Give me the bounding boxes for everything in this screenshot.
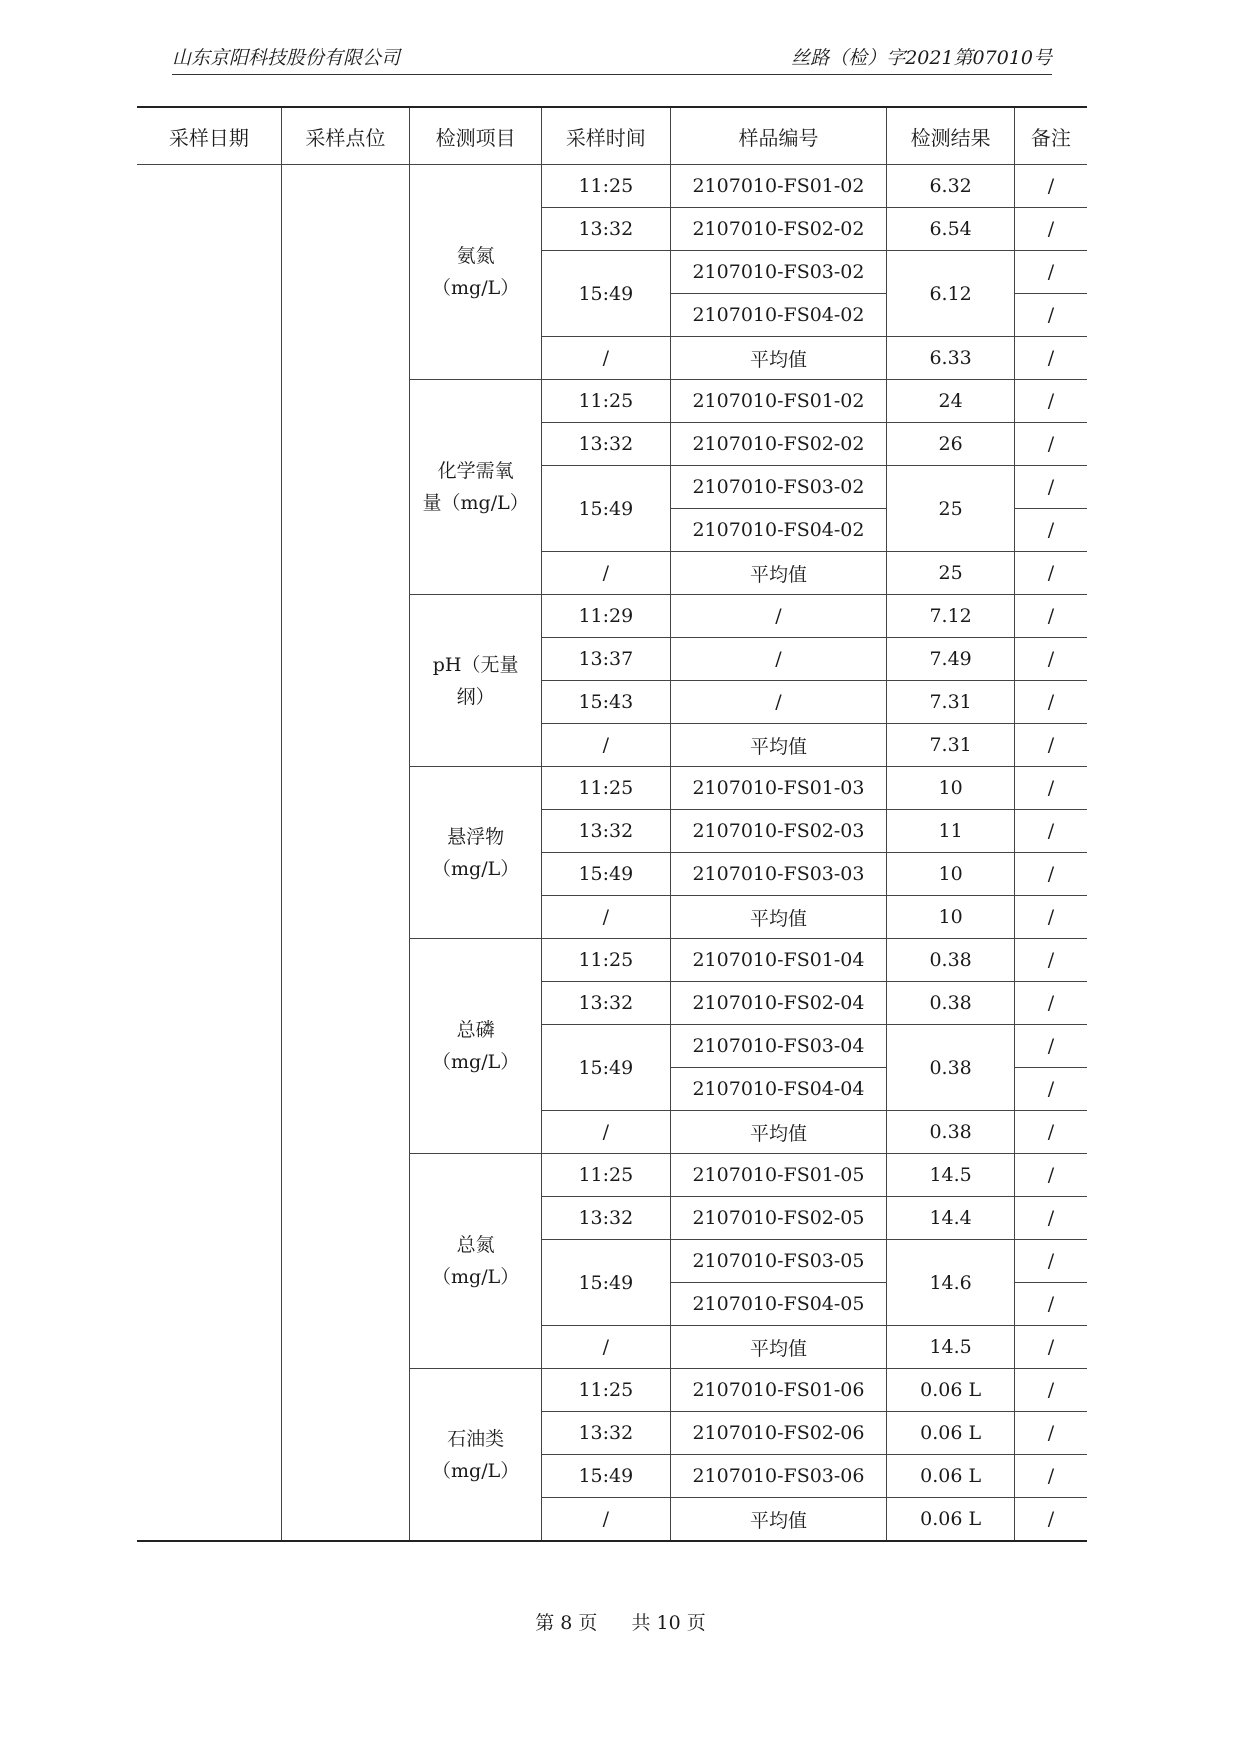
note-cell: /	[1014, 1455, 1087, 1498]
result-cell: 0.06 L	[887, 1412, 1014, 1455]
results-table	[137, 106, 1087, 1542]
sampling-time-cell: /	[542, 552, 671, 595]
sample-id-cell: 2107010-FS03-06	[670, 1455, 887, 1498]
sample-id-cell: 2107010-FS03-02	[670, 251, 887, 294]
page-total: 共 10 页	[631, 1612, 706, 1634]
sampling-time-cell: /	[542, 1326, 671, 1369]
sample-id-cell: /	[670, 681, 887, 724]
test-item-cell	[410, 939, 542, 1154]
note-cell: /	[1014, 251, 1087, 294]
test-item-cell	[410, 1369, 542, 1542]
sampling-time-cell: 13:32	[542, 810, 671, 853]
sampling-time-cell: 15:49	[542, 1240, 671, 1326]
sample-id-cell: 2107010-FS03-02	[670, 466, 887, 509]
sample-id-cell: 2107010-FS02-05	[670, 1197, 887, 1240]
test-item-label: 化学需氧 量（mg/L）	[422, 460, 529, 514]
sample-id-cell: 2107010-FS01-02	[670, 380, 887, 423]
note-cell: /	[1014, 423, 1087, 466]
table-body	[137, 165, 1087, 1542]
sample-id-cell: 2107010-FS01-05	[670, 1154, 887, 1197]
result-cell: 0.38	[887, 939, 1014, 982]
result-cell: 7.31	[887, 681, 1014, 724]
sample-id-cell: /	[670, 638, 887, 681]
result-cell: 14.5	[887, 1326, 1014, 1369]
note-cell: /	[1014, 208, 1087, 251]
note-cell: /	[1014, 681, 1087, 724]
result-cell: 25	[887, 552, 1014, 595]
result-cell: 0.38	[887, 982, 1014, 1025]
sample-id-cell: 2107010-FS01-02	[670, 165, 887, 208]
sampling-time-cell: 13:32	[542, 208, 671, 251]
note-cell: /	[1014, 337, 1087, 380]
note-cell: /	[1014, 896, 1087, 939]
note-cell: /	[1014, 853, 1087, 896]
result-cell: 26	[887, 423, 1014, 466]
sample-id-cell: 2107010-FS02-06	[670, 1412, 887, 1455]
sample-id-cell: 2107010-FS01-03	[670, 767, 887, 810]
note-cell: /	[1014, 1197, 1087, 1240]
column-header: 采样时间	[542, 107, 671, 165]
sample-id-cell: 2107010-FS03-03	[670, 853, 887, 896]
sample-id-cell: 平均值	[670, 1326, 887, 1369]
sampling-time-cell: 13:32	[542, 423, 671, 466]
note-cell: /	[1014, 380, 1087, 423]
sampling-time-cell: 11:29	[542, 595, 671, 638]
sample-id-cell: 2107010-FS02-02	[670, 423, 887, 466]
sample-id-cell: 2107010-FS04-04	[670, 1068, 887, 1111]
result-cell: 24	[887, 380, 1014, 423]
note-cell: /	[1014, 1412, 1087, 1455]
table-row	[137, 165, 1087, 208]
result-cell: 14.6	[887, 1240, 1014, 1326]
sample-id-cell: 2107010-FS03-05	[670, 1240, 887, 1283]
sampling-time-cell: 11:25	[542, 1154, 671, 1197]
result-cell: 0.38	[887, 1111, 1014, 1154]
sampling-time-cell: /	[542, 1498, 671, 1542]
result-cell: 14.4	[887, 1197, 1014, 1240]
note-cell: /	[1014, 294, 1087, 337]
note-cell: /	[1014, 1283, 1087, 1326]
result-cell: 0.38	[887, 1025, 1014, 1111]
page-number: 第 8 页	[535, 1612, 598, 1634]
sampling-time-cell: /	[542, 896, 671, 939]
sample-id-cell: 2107010-FS02-02	[670, 208, 887, 251]
test-item-label: 石油类 （mg/L）	[432, 1427, 520, 1482]
test-item-label: pH（无量 纲）	[432, 653, 519, 708]
sampling-time-cell: /	[542, 724, 671, 767]
result-cell: 0.06 L	[887, 1498, 1014, 1542]
note-cell: /	[1014, 1154, 1087, 1197]
result-cell: 0.06 L	[887, 1369, 1014, 1412]
company-name: 山东京阳科技股份有限公司	[172, 47, 401, 69]
result-cell: 7.49	[887, 638, 1014, 681]
sample-id-cell: 2107010-FS01-04	[670, 939, 887, 982]
test-item-cell	[410, 767, 542, 939]
note-cell: /	[1014, 767, 1087, 810]
note-cell: /	[1014, 810, 1087, 853]
report-number: 丝路（检）字2021第07010号	[791, 47, 1052, 69]
sampling-time-cell: 13:37	[542, 638, 671, 681]
result-cell: 10	[887, 853, 1014, 896]
sample-id-cell: 2107010-FS03-04	[670, 1025, 887, 1068]
sampling-time-cell: 11:25	[542, 165, 671, 208]
sample-id-cell: 2107010-FS04-02	[670, 294, 887, 337]
test-item-cell	[410, 165, 542, 380]
sampling-time-cell: 11:25	[542, 939, 671, 982]
page-header	[172, 44, 1052, 75]
result-cell: 10	[887, 896, 1014, 939]
sampling-time-cell: /	[542, 1111, 671, 1154]
column-header: 采样点位	[281, 107, 410, 165]
sample-id-cell: 平均值	[670, 896, 887, 939]
sampling-time-cell: 15:49	[542, 1025, 671, 1111]
note-cell: /	[1014, 638, 1087, 681]
table-header-row	[137, 107, 1087, 165]
note-cell: /	[1014, 1369, 1087, 1412]
note-cell: /	[1014, 595, 1087, 638]
sample-id-cell: 平均值	[670, 1498, 887, 1542]
test-item-label: 总磷 （mg/L）	[432, 1019, 520, 1073]
result-cell: 6.33	[887, 337, 1014, 380]
sampling-time-cell: 15:43	[542, 681, 671, 724]
test-item-cell	[410, 595, 542, 767]
note-cell: /	[1014, 466, 1087, 509]
result-cell: 7.31	[887, 724, 1014, 767]
page-footer	[0, 1608, 1241, 1635]
sampling-time-cell: 15:49	[542, 853, 671, 896]
note-cell: /	[1014, 1326, 1087, 1369]
sample-id-cell: 平均值	[670, 552, 887, 595]
note-cell: /	[1014, 165, 1087, 208]
result-cell: 6.54	[887, 208, 1014, 251]
test-item-label: 悬浮物 （mg/L）	[432, 825, 520, 880]
test-item-label: 总氮 （mg/L）	[432, 1234, 520, 1288]
note-cell: /	[1014, 1068, 1087, 1111]
note-cell: /	[1014, 1498, 1087, 1542]
result-cell: 11	[887, 810, 1014, 853]
note-cell: /	[1014, 1111, 1087, 1154]
sampling-date-cell	[137, 165, 281, 1542]
test-item-cell	[410, 1154, 542, 1369]
result-cell: 6.12	[887, 251, 1014, 337]
test-item-cell	[410, 380, 542, 595]
sampling-time-cell: 11:25	[542, 1369, 671, 1412]
result-cell: 14.5	[887, 1154, 1014, 1197]
note-cell: /	[1014, 1240, 1087, 1283]
note-cell: /	[1014, 1025, 1087, 1068]
note-cell: /	[1014, 724, 1087, 767]
test-item-label: 氨氮 （mg/L）	[432, 245, 520, 299]
result-cell: 10	[887, 767, 1014, 810]
sample-id-cell: 2107010-FS04-02	[670, 509, 887, 552]
sample-id-cell: 2107010-FS01-06	[670, 1369, 887, 1412]
sampling-time-cell: 13:32	[542, 1412, 671, 1455]
sample-id-cell: 2107010-FS04-05	[670, 1283, 887, 1326]
column-header: 检测结果	[887, 107, 1014, 165]
sampling-time-cell: 15:49	[542, 1455, 671, 1498]
sampling-time-cell: 11:25	[542, 380, 671, 423]
sample-id-cell: 2107010-FS02-03	[670, 810, 887, 853]
sample-id-cell: 2107010-FS02-04	[670, 982, 887, 1025]
sample-id-cell: 平均值	[670, 1111, 887, 1154]
result-cell: 25	[887, 466, 1014, 552]
note-cell: /	[1014, 982, 1087, 1025]
result-cell: 0.06 L	[887, 1455, 1014, 1498]
note-cell: /	[1014, 939, 1087, 982]
sampling-time-cell: 15:49	[542, 466, 671, 552]
column-header: 样品编号	[670, 107, 887, 165]
note-cell: /	[1014, 509, 1087, 552]
sampling-time-cell: /	[542, 337, 671, 380]
sampling-time-cell: 15:49	[542, 251, 671, 337]
note-cell: /	[1014, 552, 1087, 595]
column-header: 备注	[1014, 107, 1087, 165]
sampling-time-cell: 13:32	[542, 982, 671, 1025]
result-cell: 6.32	[887, 165, 1014, 208]
sampling-point-cell	[281, 165, 410, 1542]
column-header: 采样日期	[137, 107, 281, 165]
sampling-time-cell: 13:32	[542, 1197, 671, 1240]
column-header: 检测项目	[410, 107, 542, 165]
sampling-time-cell: 11:25	[542, 767, 671, 810]
sample-id-cell: 平均值	[670, 724, 887, 767]
sample-id-cell: 平均值	[670, 337, 887, 380]
result-cell: 7.12	[887, 595, 1014, 638]
sample-id-cell: /	[670, 595, 887, 638]
